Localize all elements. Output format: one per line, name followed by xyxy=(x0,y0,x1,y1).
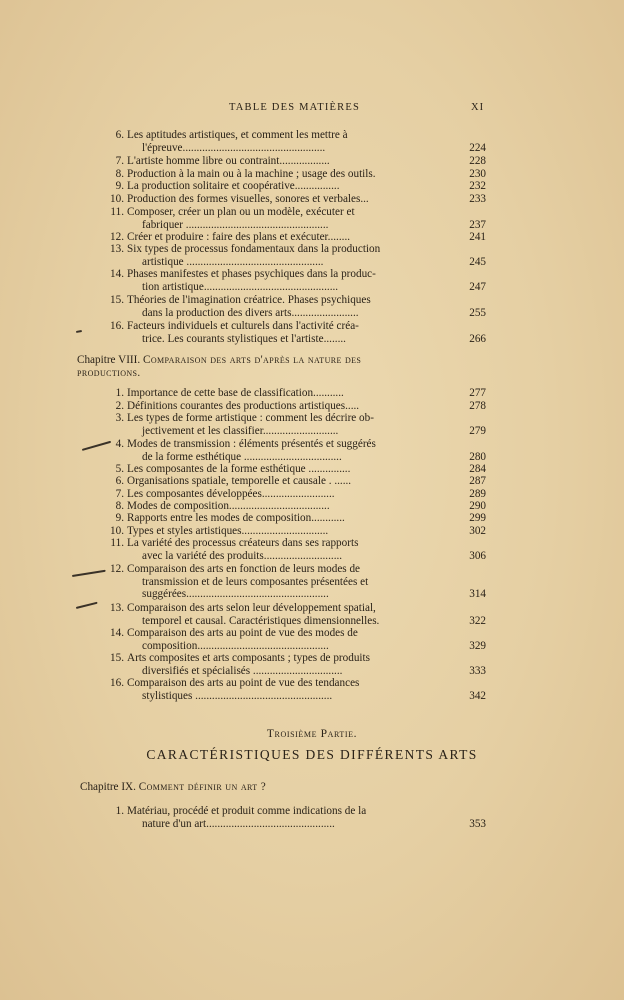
toc-entry xyxy=(92,475,486,488)
toc-entry-text: Production des formes visuelles, sonores et verbales... xyxy=(127,193,369,205)
toc-entry-number: 13. xyxy=(110,243,124,255)
toc-entry-number: 2. xyxy=(115,400,124,412)
toc-entry xyxy=(92,563,486,601)
running-head-title: TABLE DES MATIÈRES xyxy=(229,102,361,113)
toc-entry-text: dans la production des divers arts........................ xyxy=(142,306,359,319)
toc-entry-text: La production solitaire et coopérative................ xyxy=(127,180,340,192)
toc-entry-text: tion artistique................................................ xyxy=(142,280,339,293)
toc-page-number: 353 xyxy=(469,817,486,830)
toc-entry-number: 11. xyxy=(110,206,124,218)
chapter-title: Comment définir un art ? xyxy=(138,781,267,793)
toc-page-number: 287 xyxy=(469,475,486,487)
toc-entry-text: Créer et produire : faire des plans et exécuter........ xyxy=(127,231,351,243)
toc-entry xyxy=(92,438,486,463)
toc-entry-number: 1. xyxy=(115,805,124,817)
toc-entry xyxy=(92,193,486,206)
toc-page-number: 255 xyxy=(469,306,486,319)
toc-entry-text: Types et styles artistiques............................... xyxy=(127,525,329,537)
toc-page-number: 289 xyxy=(469,488,486,500)
toc-page-number: 224 xyxy=(469,141,486,154)
toc-entry xyxy=(92,412,486,437)
toc-entry-number: 14. xyxy=(110,268,124,280)
toc-entry-text: jectivement et les classifier........................... xyxy=(142,424,339,437)
toc-entry-number: 5. xyxy=(115,463,124,475)
toc-entry-text: Modes de composition.................................... xyxy=(127,500,330,512)
toc-entry xyxy=(92,537,486,562)
toc-entry xyxy=(92,463,486,476)
toc-entry-text: Modes de transmission : éléments présentés et suggérés xyxy=(127,438,376,450)
toc-page-number: 284 xyxy=(469,463,486,475)
toc-page-number: 329 xyxy=(469,639,486,652)
toc-entry-text: nature d'un art.............................................. xyxy=(142,817,335,830)
toc-entry-text: Facteurs individuels et culturels dans l'activité créa- xyxy=(127,320,359,332)
chapter-heading-8 xyxy=(77,354,457,379)
toc-entry xyxy=(92,525,486,538)
toc-page-number: 228 xyxy=(469,155,486,167)
toc-entry xyxy=(92,206,486,231)
part-title: CARACTÉRISTIQUES DES DIFFÉRENTS ARTS xyxy=(146,747,478,762)
toc-entry-text: Production à la main ou à la machine ; usage des outils. xyxy=(127,168,376,180)
toc-page-number: 333 xyxy=(469,664,486,677)
toc-entry xyxy=(92,243,486,268)
toc-page-number: 302 xyxy=(469,525,486,537)
toc-entry-text: Comparaison des arts selon leur développement spatial, xyxy=(127,602,376,614)
toc-entry-text: l'épreuve................................................... xyxy=(142,141,326,154)
toc-entry-number: 8. xyxy=(115,168,124,180)
toc-entry-text: suggérées................................................... xyxy=(142,588,329,600)
toc-entry xyxy=(92,268,486,293)
toc-page-number: 247 xyxy=(469,280,486,293)
toc-entry-text: Matériau, procédé et produit comme indications de la xyxy=(127,805,367,817)
toc-entry-text: transmission et de leurs composantes présentées et xyxy=(142,575,369,588)
toc-entry-number: 8. xyxy=(115,500,124,512)
toc-entry-text: Comparaison des arts en fonction de leurs modes de xyxy=(127,563,361,575)
chapter-heading-9 xyxy=(80,781,460,794)
chapter-label: Chapitre VIII. xyxy=(77,354,141,366)
toc-entry-text: Six types de processus fondamentaux dans la production xyxy=(127,243,381,255)
toc-entry-text: trice. Les courants stylistiques et l'artiste........ xyxy=(142,332,346,345)
toc-entry xyxy=(92,602,486,627)
pencil-mark xyxy=(76,330,82,333)
toc-entry-text: Les types de forme artistique : comment les décrire ob- xyxy=(127,412,374,424)
toc-entry-text: artistique ................................................. xyxy=(142,255,324,268)
toc-entry-number: 16. xyxy=(110,320,124,332)
toc-entry-number: 6. xyxy=(115,129,124,141)
toc-entry xyxy=(92,652,486,677)
page-folio: XI xyxy=(471,102,485,113)
toc-entry-text: Définitions courantes des productions artistiques..... xyxy=(127,400,360,412)
toc-entry xyxy=(92,400,486,413)
toc-page-number: 279 xyxy=(469,424,486,437)
toc-page-number: 278 xyxy=(469,400,486,412)
toc-entry-text: L'artiste homme libre ou contraint.................. xyxy=(127,155,330,167)
toc-entry-text: Composer, créer un plan ou un modèle, exécuter et xyxy=(127,206,355,218)
toc-entry-text: Les aptitudes artistiques, et comment les mettre à xyxy=(127,129,348,141)
toc-entry-text: temporel et causal. Caractéristiques dimensionnelles. xyxy=(142,614,380,627)
toc-page-number: 322 xyxy=(469,614,486,627)
toc-entry-text: La variété des processus créateurs dans ses rapports xyxy=(127,537,359,549)
toc-page-number: 290 xyxy=(469,500,486,512)
chapter-title-cont: productions. xyxy=(77,366,141,379)
toc-entry-text: Comparaison des arts au point de vue des modes de xyxy=(127,627,358,639)
toc-entry-number: 16. xyxy=(110,677,124,689)
chapter-title: Comparaison des arts d'après la nature des xyxy=(142,354,362,366)
toc-page-number: 237 xyxy=(469,218,486,231)
toc-page-number: 277 xyxy=(469,387,486,399)
toc-entry xyxy=(92,627,486,652)
toc-entry-number: 15. xyxy=(110,652,124,664)
toc-page-number: 232 xyxy=(469,180,486,192)
toc-entry-number: 6. xyxy=(115,475,124,487)
chapter-label: Chapitre IX. xyxy=(80,781,136,793)
toc-entry-text: de la forme esthétique ................................... xyxy=(142,450,342,463)
toc-entry-number: 1. xyxy=(115,387,124,399)
toc-entry-number: 9. xyxy=(115,180,124,192)
toc-entry-text: Les composantes de la forme esthétique ............... xyxy=(127,463,351,475)
toc-entry-text: Rapports entre les modes de composition............ xyxy=(127,512,345,524)
part-label: Troisième Partie. xyxy=(266,728,358,740)
toc-page-number: 280 xyxy=(469,450,486,463)
toc-entry xyxy=(92,805,486,830)
toc-entry-text: composition............................................... xyxy=(142,639,329,652)
toc-entry-number: 10. xyxy=(110,525,124,537)
toc-entry-number: 9. xyxy=(115,512,124,524)
toc-entry-number: 3. xyxy=(115,412,124,424)
toc-entry-number: 12. xyxy=(110,563,124,575)
toc-entry xyxy=(92,168,486,181)
toc-entry-text: Organisations spatiale, temporelle et causale . ...... xyxy=(127,475,352,487)
toc-page-number: 299 xyxy=(469,512,486,524)
toc-page-number: 342 xyxy=(469,689,486,702)
toc-entry xyxy=(92,180,486,193)
toc-entry-number: 4. xyxy=(115,438,124,450)
toc-entry-number: 7. xyxy=(115,155,124,167)
toc-entry xyxy=(92,129,486,154)
toc-entry-number: 10. xyxy=(110,193,124,205)
toc-entry-text: avec la variété des produits............................ xyxy=(142,549,343,562)
toc-entry xyxy=(92,500,486,513)
toc-page-number: 241 xyxy=(469,231,486,243)
toc-entry-number: 14. xyxy=(110,627,124,639)
toc-entry-number: 15. xyxy=(110,294,124,306)
toc-entry-text: Les composantes développées.......................... xyxy=(127,488,335,500)
toc-entry-text: diversifiés et spécialisés ................................ xyxy=(142,664,343,677)
toc-entry-number: 11. xyxy=(110,537,124,549)
toc-page-number: 233 xyxy=(469,193,486,205)
toc-entry-text: Théories de l'imagination créatrice. Phases psychiques xyxy=(127,294,371,306)
toc-page-number: 306 xyxy=(469,549,486,562)
toc-page-number: 230 xyxy=(469,168,486,180)
running-head xyxy=(0,102,624,116)
toc-entry-text: fabriquer ................................................... xyxy=(142,218,329,231)
toc-entry xyxy=(92,320,486,345)
toc-entry-text: Importance de cette base de classification........... xyxy=(127,387,344,399)
toc-entry-text: stylistiques ................................................. xyxy=(142,689,333,702)
toc-entry-text: Phases manifestes et phases psychiques dans la produc- xyxy=(127,268,376,280)
toc-entry-number: 7. xyxy=(115,488,124,500)
toc-entry-number: 13. xyxy=(110,602,124,614)
toc-entry-text: Arts composites et arts composants ; types de produits xyxy=(127,652,370,664)
toc-page-number: 245 xyxy=(469,255,486,268)
toc-entry xyxy=(92,677,486,702)
toc-entry xyxy=(92,512,486,525)
toc-entry xyxy=(92,155,486,168)
toc-page-number: 314 xyxy=(469,588,486,600)
toc-entry xyxy=(92,231,486,244)
toc-page-number: 266 xyxy=(469,332,486,345)
toc-entry xyxy=(92,294,486,319)
toc-entry xyxy=(92,488,486,501)
toc-entry-text: Comparaison des arts au point de vue des tendances xyxy=(127,677,360,689)
toc-entry-number: 12. xyxy=(110,231,124,243)
toc-entry xyxy=(92,387,486,400)
